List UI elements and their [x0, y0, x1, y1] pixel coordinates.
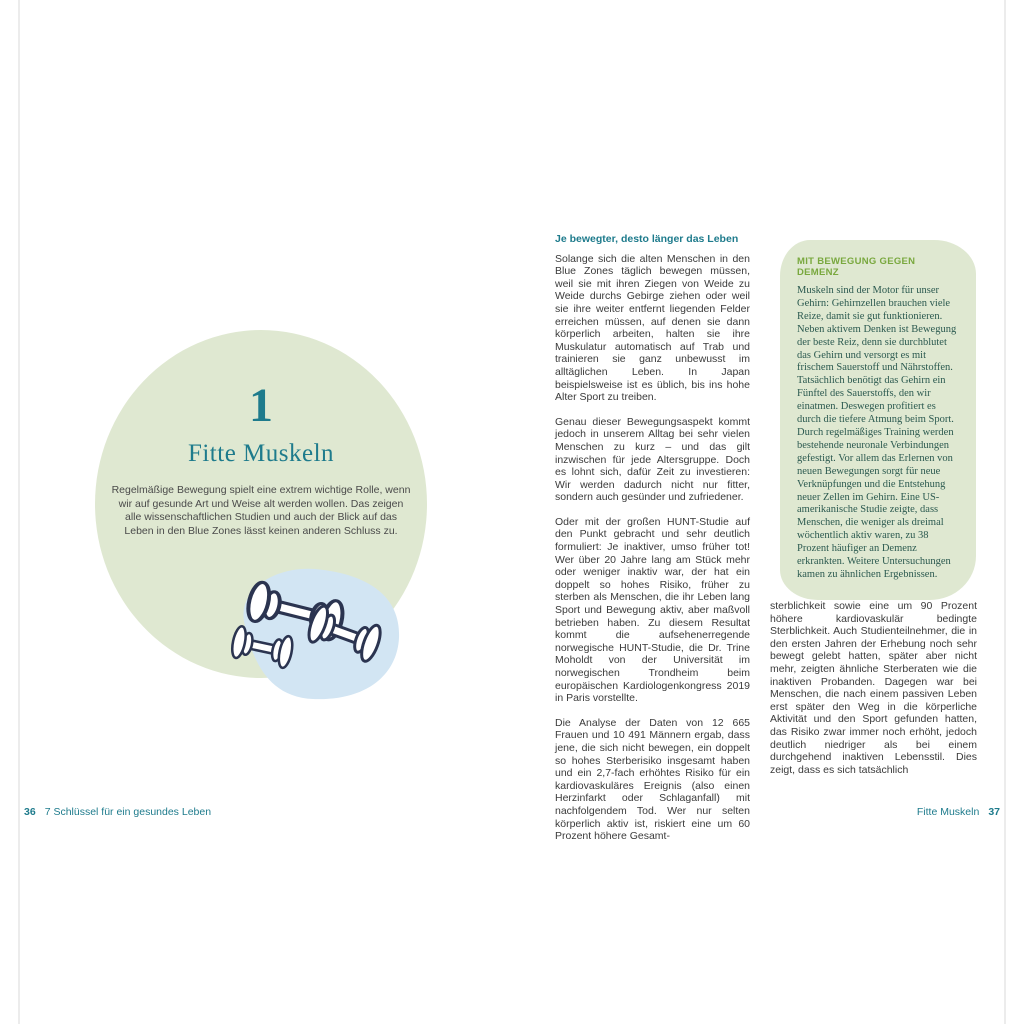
running-title-left: 7 Schlüssel für ein gesundes Leben — [44, 806, 212, 818]
section-heading: Je bewegter, desto länger das Leben — [555, 233, 739, 245]
page-number-left: 36 — [24, 806, 36, 818]
body-paragraph: Solange sich die alten Menschen in den Blue Zones täglich bewegen müssen, weil sie mit ihren Ziegen von Weide zu Weide durchs Gebirge ziehen oder weil sie ihre weiter entfernt liegenden Felder erreichen müssen, auf denen sie dann körperlich arbeiten, halten sie ihre Muskulatur automatisch auf Trab und trainieren sie ganz unbewusst im alltäglichen Leben. In Japan beispielsweise ist es üblich, bis ins hohe Alter Sport zu treiben. — [555, 252, 750, 404]
page-edge-right — [1004, 0, 1006, 1024]
dumbbells-illustration — [215, 548, 411, 714]
info-box-text: Muskeln sind der Motor für unser Gehirn: Gehirnzellen brauchen viele Reize, damit sie gut funktionieren. Neben aktivem Denken ist Bewegung der beste Reiz, denn sie durchblutet das Gehirn und versorgt es mit frischem Sauerstoff und Nährstoffen. Tatsächlich benötigt das Gehirn ein Fünftel des Sauerstoffs, den wir einatmen. Deswegen profitiert es durch die tiefere Atmung beim Sport. Durch regelmäßiges Training werden bestehende neuronale Verbindungen gefestigt. Vor allem das Erlernen von neuen Bewegungen sorgt für neue Verknüpfungen und die Entstehung neuer Zellen im Gehirn. Eine US-amerikanische Studie zeigte, dass Menschen, die weniger als dreimal wöchentlich aktiv waren, zu 38 Prozent häufiger an Demenz erkrankten. Weitere Untersuchungen kamen zu ähnlichen Ergebnissen. — [797, 285, 957, 580]
running-title-right: Fitte Muskeln — [916, 806, 980, 818]
body-paragraph: Oder mit der großen HUNT-Studie auf den Punkt gebracht und sehr deutlich formuliert: Je inaktiver, umso früher tot! Wer über 20 Jahre lang am Stück mehr oder weniger inaktiv war, der hat ein doppelt so hohes Risiko, früher zu sterben als Menschen, die ihr Leben lang Sport und Bewegung aktiv, aber maßvoll betrieben haben. Zu diesem Resultat kommt die aufsehenerregende norwegische HUNT-Studie, die Dr. Trine Moholdt von der Universität im norwegischen Trondheim beim europäischen Kardiologenkongress 2019 in Paris vorstellte. — [555, 515, 750, 705]
page-number-right: 37 — [988, 806, 1000, 818]
body-paragraph: Genau dieser Bewegungsaspekt kommt jedoch in unserem Alltag bei sehr vielen Menschen zu kurz – und das gilt inzwischen für jede Altersgruppe. Doch es lohnt sich, dafür Zeit zu investieren: Wir werden dadurch nicht nur fitter, sondern auch gesünder und zufriedener. — [555, 415, 750, 504]
body-paragraph: Die Analyse der Daten von 12 665 Frauen und 10 491 Männern ergab, dass jene, die sich nicht bewegen, ein doppelt so hohes Sterberisiko insgesamt haben und ein 2,7-fach erhöhtes Risiko für ein kardiovaskuläres Ereignis (also einen Herzinfarkt oder Schlaganfall) mit nachfolgendem Tod. Wer nur selten körperlich aktiv ist, riskiert eine um 60 Prozent höhere Gesamt- — [555, 716, 750, 843]
page-edge-left — [18, 0, 20, 1024]
footer-left — [24, 806, 211, 818]
main-text-column — [555, 233, 750, 855]
info-box-title: MIT BEWEGUNG GEGEN DEMENZ — [797, 256, 916, 278]
chapter-number: 1 — [249, 379, 273, 432]
continuation-paragraph: sterblichkeit sowie eine um 90 Prozent höhere kardiovaskulär bedingte Sterblichkeit. Auch Studienteilnehmer, die in den ersten Jahren der Erhebung noch sehr bewegt gelebt hatten, später aber nicht mehr, zeigten ähnliche Sterberaten wie die inaktiven Probanden. Dagegen war bei Menschen, die nach einem passiven Leben erst später den Weg in die körperliche Aktivität und den Sport gefunden hatten, das Risiko zwar immer noch erhöht, jedoch deutlich niedriger als bei einem durchgehend inaktiven Lebensstil. Dies zeigt, dass es sich tatsächlich — [770, 600, 977, 776]
info-box-demenz — [780, 240, 976, 600]
chapter-intro: Regelmäßige Bewegung spielt eine extrem wichtige Rolle, wenn wir auf gesunde Art und Weise alt werden wollen. Das zeigen alle wissenschaftlichen Studien und auch der Blick auf das Leben in den Blue Zones lässt keinen anderen Schluss zu. — [111, 484, 411, 537]
footer-right — [917, 806, 1000, 818]
chapter-title: Fitte Muskeln — [187, 440, 335, 467]
